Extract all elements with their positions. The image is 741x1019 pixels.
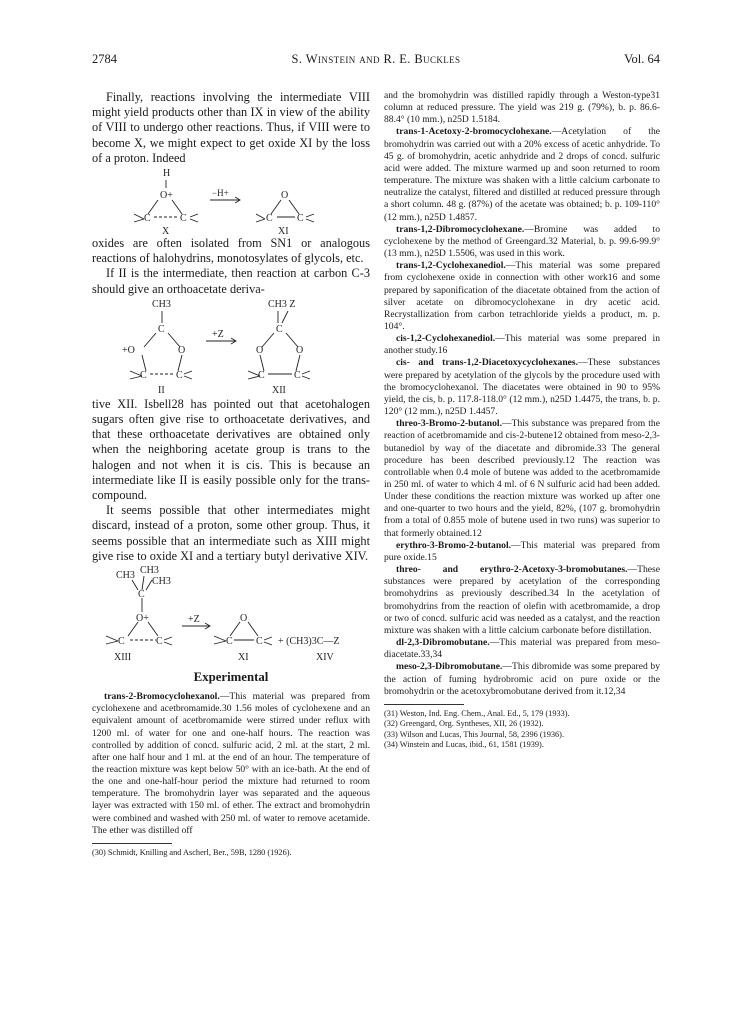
scheme-oxonium-label: +O: [122, 344, 135, 356]
compound-title: trans-1,2-Cyclohexanediol.: [396, 260, 506, 272]
scheme-carbon-label: C: [138, 589, 145, 601]
compound-title: dl-2,3-Dibromobutane.: [396, 637, 490, 649]
running-head-volume: Vol. 64: [624, 52, 660, 66]
compound-title: erythro-3-Bromo-2-butanol.: [396, 539, 512, 551]
paragraph-erythro-bromobutanol: [384, 540, 660, 564]
paragraph-bromocyclohexanol: [92, 691, 370, 837]
paragraph-dibromocyclohexane: [384, 224, 660, 260]
compound-body: —This material was prepared from meso-diacetate.33,34: [384, 637, 660, 661]
paragraph-other-intermediates: It seems possible that other intermediates might discard, instead of a proton, some other group. Thus, it seems possible that an intermediate such as XIII might give rise to oxide XI and a tertiary butyl derivative XIV.: [92, 503, 370, 563]
paragraph-isbell: tive XII. Isbell28 has pointed out that acetohalogen sugars often give rise to orthoacetate derivatives, and that these orthoacetate derivatives are obtained only when the neighboring acetate group is trans to the halogen and not when it is cis. This is because an intermediate like II is easily possible only for the trans-compound.: [92, 396, 370, 503]
scheme-compound-ii: II: [158, 384, 165, 396]
scheme-h-label: H: [163, 168, 171, 180]
scheme-methyl-label: CH3: [152, 298, 171, 310]
footnote-33: (33) Wilson and Lucas, This Journal, 58, 2396 (1936).: [384, 729, 565, 739]
paragraph-intermediate-ii: If II is the intermediate, then reaction at carbon C-3 should give an orthoacetate deriva-: [92, 266, 370, 296]
scheme-ii-to-xii: [92, 297, 370, 397]
right-column: [384, 90, 660, 750]
compound-title: threo- and erythro-2-Acetoxy-3-bromobutanes.: [396, 564, 628, 576]
scheme-xiii-to-xi-xiv: [92, 564, 370, 664]
scheme-tert-butyl-label: + (CH3)3C—Z: [278, 636, 340, 648]
scheme-methyl-label: CH3: [140, 565, 159, 577]
scheme-carbon-label: C: [266, 213, 273, 225]
compound-title: trans-2-Bromocyclohexanol.: [104, 691, 220, 703]
section-heading-experimental: Experimental: [193, 670, 269, 685]
compound-body: —Acetylation of the bromohydrin was carried out with a 20% excess of acetic anhydride. To 45 g. of bromohydrin, acetic anhydride and 2 drops of concd. sulfuric acid were added. The mixture warmed up and soon returned to room temperature. The mixture was shaken with a little calcium carbonate to neutralize the catalyst, filtered and distilled at reduced pressure through a short column. 48 g. (87%) of the acetate was obtained; b. p. 109-110° (12 mm.), n25D 1.4857.: [384, 126, 660, 223]
scheme-oxonium-label: O+: [136, 613, 149, 625]
paragraph-finally: Finally, reactions involving the intermediate VIII might yield products other than IX in view of the ability of VIII to undergo other reactions. Thus, if VIII were to become X, we might expect to get oxide XI by the loss of a proton. Indeed: [92, 90, 370, 165]
footnote-31: (31) Weston, Ind. Eng. Chem., Anal. Ed., 5, 179 (1933).: [384, 708, 570, 718]
scheme-carbon-label: C: [226, 636, 233, 648]
scheme-oxygen-label: O: [296, 344, 304, 356]
compound-body: —This material was prepared from pure oxide.15: [384, 539, 660, 563]
scheme-compound-xiii: XIII: [114, 652, 132, 664]
compound-title: threo-3-Bromo-2-butanol.: [396, 418, 502, 430]
left-column: [92, 90, 370, 858]
scheme-plus-z-label: +Z: [212, 328, 224, 340]
paragraph-acetoxy-bromobutanes: [384, 564, 660, 637]
compound-body: —This material was prepared from cyclohexene and acetbromamide.30 1.56 moles of cyclohexene and an equivalent amount of acetbromamide were stirred under reflux with 1200 ml. of water for one and one-half hours. The reaction was controlled by addition of concd. sulfuric acid, 2 ml. at the start, 2 ml. after one half hour and 1 ml. at the end of an hour. The temperature of the reaction mixture was kept below 50° with an ice-bath. At the end of the one and one-half-hour period the mixture had returned to room temperature. The bromohydrin layer was separated and the aqueous layer was extracted with 150 ml. of ether. The extract and bromohydrin were combined and washed with 250 ml. of water to remove acetamide. The ether was distilled off: [92, 691, 370, 836]
scheme-carbon-label: C: [258, 369, 265, 381]
footnote-rule: [92, 843, 172, 844]
compound-title: trans-1,2-Dibromocyclohexane.: [396, 223, 525, 235]
compound-body: —This dibromide was some prepared by the action of fuming hydrobromic acid on pure oxide or the bromohydrin or the acetoxybromobutane derived from it.12,34: [384, 661, 660, 697]
scheme-compound-xiv: XIV: [316, 652, 334, 664]
scheme-oxygen-label: O: [178, 344, 186, 356]
scheme-carbon-label: C: [294, 369, 301, 381]
scheme-compound-x: X: [162, 226, 170, 237]
scheme-carbon-label: C: [118, 636, 125, 648]
paragraph-distillation: and the bromohydrin was distilled rapidly through a Weston-type31 column at reduced pressure. The yield was 219 g. (79%), b. p. 86.6-88.4° (10 mm.), n25D 1.5184.: [384, 90, 660, 126]
scheme-compound-xii: XII: [272, 384, 286, 396]
scheme-oxygen-label: O: [256, 344, 264, 356]
scheme-carbon-label: C: [276, 323, 283, 335]
compound-title: cis- and trans-1,2-Diacetoxycyclohexanes.: [396, 357, 579, 369]
scheme-carbon-label: C: [158, 323, 165, 335]
footnote-32: (32) Greengard, Org. Syntheses, XII, 26 (1932).: [384, 719, 544, 729]
footnote-34: (34) Winstein and Lucas, ibid., 61, 1581 (1939).: [384, 740, 544, 750]
footnote-rule: [384, 704, 464, 705]
paragraph-cis-cyclohexanediol: [384, 333, 660, 357]
compound-body: —This material was some prepared in another study.16: [384, 333, 660, 357]
compound-body: —These substances were prepared by acetylation of the glycols by the procedure used with the bromocyclohexanol. The diacetates were obtained in 90 to 95% yield, the cis, b. p. 117.8-118.0° (12 mm.), n25D 1.4475, the trans, b. p. 120° (12 mm.), n25D 1.4457.: [384, 357, 660, 418]
scheme-carbon-label: C: [297, 213, 304, 225]
scheme-methyl-label: CH3: [116, 570, 135, 582]
paragraph-acetoxy-bromocyclohexane: [384, 126, 660, 223]
scheme-carbon-label: C: [156, 636, 163, 648]
scheme-x-to-xi: [92, 166, 370, 236]
scheme-oxygen-label: O: [240, 613, 248, 625]
paragraph-dl-dibromobutane: [384, 637, 660, 661]
compound-body: —This material was some prepared from cyclohexene oxide in connection with other work16 and some prepared by saponification of the diacetate obtained from the action of silver acetate on dibromocyclohexane in dry acetic acid. Recrystallization from carbon tetrachloride yields a product, m. p. 104°.: [384, 260, 660, 332]
paragraph-oxides: oxides are often isolated from SN1 or analogous reactions of halohydrins, monotosylates of glycols, etc.: [92, 236, 370, 266]
scheme-oxonium-label: O+: [160, 190, 173, 202]
scheme-loss-proton-label: −H+: [212, 188, 229, 199]
scheme-methyl-z-label: CH3 Z: [268, 298, 296, 310]
page-number: 2784: [92, 52, 117, 66]
scheme-oxygen-label: O: [281, 190, 289, 202]
compound-body: —Bromine was added to cyclohexene by the method of Greengard.32 Material, b. p. 99.6-99.9° (13 mm.), n25D 1.5506, was used in this work.: [384, 223, 660, 260]
compound-body: —This substance was prepared from the reaction of acetbromamide and cis-2-butene12 obtained from meso-2,3-butanediol by way of the diacetate and dibromide.33 The general procedure has been described previously.12 The reaction was controllable when 0.4 mole of butene was added to the acetbromamide in 250 ml. of water to which 4 ml. of 6 N sulfuric acid had been added. Under these conditions the reaction mixture was worked up after one and one-quarter to two hours and the yield, 82%, (107 g. bromohydrin from a total of 0.855 mole of butene used in two runs) was superior to that formerly obtained.12: [384, 418, 660, 539]
scheme-carbon-label: C: [176, 369, 183, 381]
running-head-authors: S. Winstein and R. E. Buckles: [291, 52, 461, 66]
compound-title: meso-2,3-Dibromobutane.: [396, 661, 503, 673]
scheme-compound-xi: XI: [278, 226, 289, 237]
paragraph-diacetoxycyclohexanes: [384, 357, 660, 418]
paragraph-meso-dibromobutane: [384, 661, 660, 697]
paragraph-trans-cyclohexanediol: [384, 260, 660, 333]
scheme-carbon-label: C: [256, 636, 263, 648]
scheme-carbon-label: C: [140, 369, 147, 381]
running-head: [92, 52, 660, 68]
scheme-carbon-label: C: [180, 213, 187, 225]
paragraph-threo-bromobutanol: [384, 418, 660, 540]
scheme-plus-z-label: +Z: [188, 614, 200, 626]
footnote-30: (30) Schmidt, Knilling and Ascherl, Ber., 59B, 1280 (1926).: [92, 847, 292, 857]
scheme-carbon-label: C: [144, 213, 151, 225]
compound-body: —These substances were prepared by acetylation of the corresponding bromohydrins as previously described.34 In the acetylation of bromohydrins from the reaction of olefin with acetbromamide, a drop or two of concd. sulfuric acid was needed as a catalyst, and the reaction mixture was shaken with a little calcium carbonate before distillation.: [384, 564, 660, 636]
compound-title: trans-1-Acetoxy-2-bromocyclohexane.: [396, 126, 552, 138]
compound-title: cis-1,2-Cyclohexanediol.: [396, 333, 496, 345]
scheme-methyl-label: CH3: [152, 576, 171, 588]
scheme-compound-xi: XI: [238, 652, 249, 664]
